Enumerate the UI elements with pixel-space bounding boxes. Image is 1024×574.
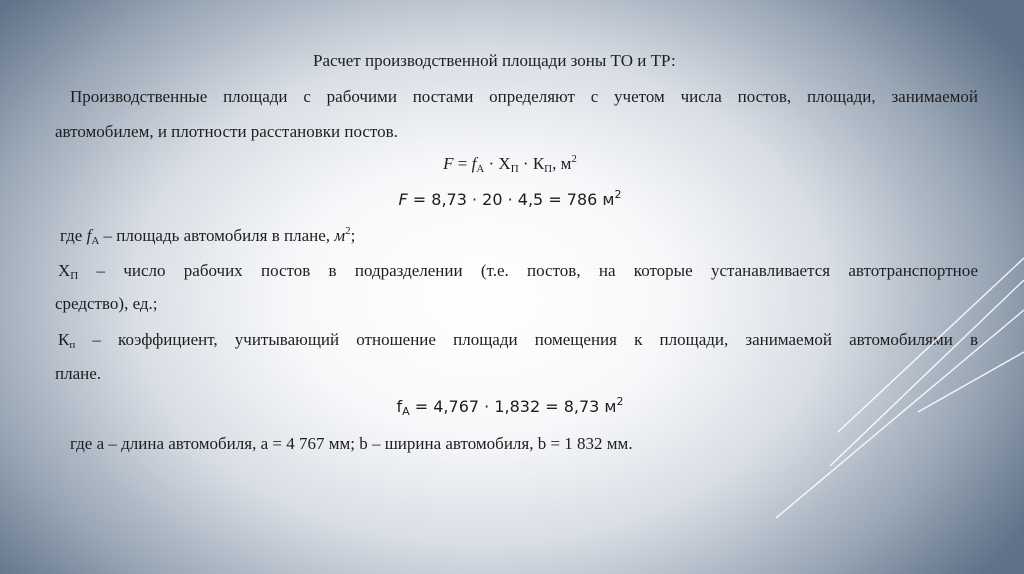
formula-car-unit-sup: 2 <box>616 395 624 408</box>
formula-car-expr: = 4,767 · 1,832 = 8,73 м <box>409 397 617 416</box>
formula-area-x-sub: П <box>510 163 519 175</box>
formula-area-eq: = <box>453 154 472 173</box>
formula-car-f: f <box>396 397 403 416</box>
intro-line-2: автомобилем, и плотности расстановки постов. <box>55 122 398 141</box>
definition-x-symbol-sub: П <box>70 270 79 282</box>
formula-calc-F: F <box>398 190 408 209</box>
decor-line-1 <box>838 258 1024 432</box>
definition-k-symbol-sub: п <box>69 339 76 351</box>
definition-f-symbol: f <box>86 226 92 245</box>
formula-area-f-sub: A <box>476 163 485 175</box>
definition-x-text: – число рабочих постов в подразделении (т.е. постов, на которые устанавливается автотранспортное <box>78 261 978 280</box>
definition-x-symbol: Х <box>58 261 71 280</box>
definition-k-text: – коэффициент, учитывающий отношение площади помещения к площади, занимаемой автомобилями в <box>75 330 978 349</box>
formula-car-f-sub: A <box>402 405 410 418</box>
definition-f-text: – площадь автомобиля в плане, <box>99 226 335 245</box>
definition-f-prefix: где <box>60 226 87 245</box>
formula-area-f: f <box>471 154 477 173</box>
definition-f-unit-sup: 2 <box>345 225 351 237</box>
decor-line-3 <box>776 310 1024 518</box>
definition-k-symbol: К <box>58 330 70 349</box>
formula-calc-unit-sup: 2 <box>614 188 622 201</box>
definition-f-symbol-sub: A <box>91 235 100 247</box>
formula-area-unit: , м <box>552 154 572 173</box>
formula-area-k: · К <box>518 154 545 173</box>
intro-line-1: Производственные площади с рабочими постами определяют с учетом числа постов, площади, занимаемой <box>70 87 978 106</box>
definition-f-end: ; <box>350 226 356 245</box>
definition-x-line-2: средство), ед.; <box>55 294 158 313</box>
decor-line-4 <box>918 352 1024 412</box>
definition-k-line-2: плане. <box>55 364 102 383</box>
formula-area-unit-sup: 2 <box>571 153 577 165</box>
formula-area-F: F <box>443 154 454 173</box>
definition-dimensions: где a – длина автомобиля, a = 4 767 мм; b – ширина автомобиля, b = 1 832 мм. <box>70 434 633 453</box>
page-title: Расчет производственной площади зоны ТО и ТР: <box>313 51 676 70</box>
formula-area-k-sub: П <box>544 163 553 175</box>
formula-calc-expr: = 8,73 · 20 · 4,5 = 786 м <box>407 190 615 209</box>
decor-line-2 <box>830 280 1024 466</box>
definition-f-unit: м <box>334 226 346 245</box>
formula-area-x: · Х <box>484 154 511 173</box>
